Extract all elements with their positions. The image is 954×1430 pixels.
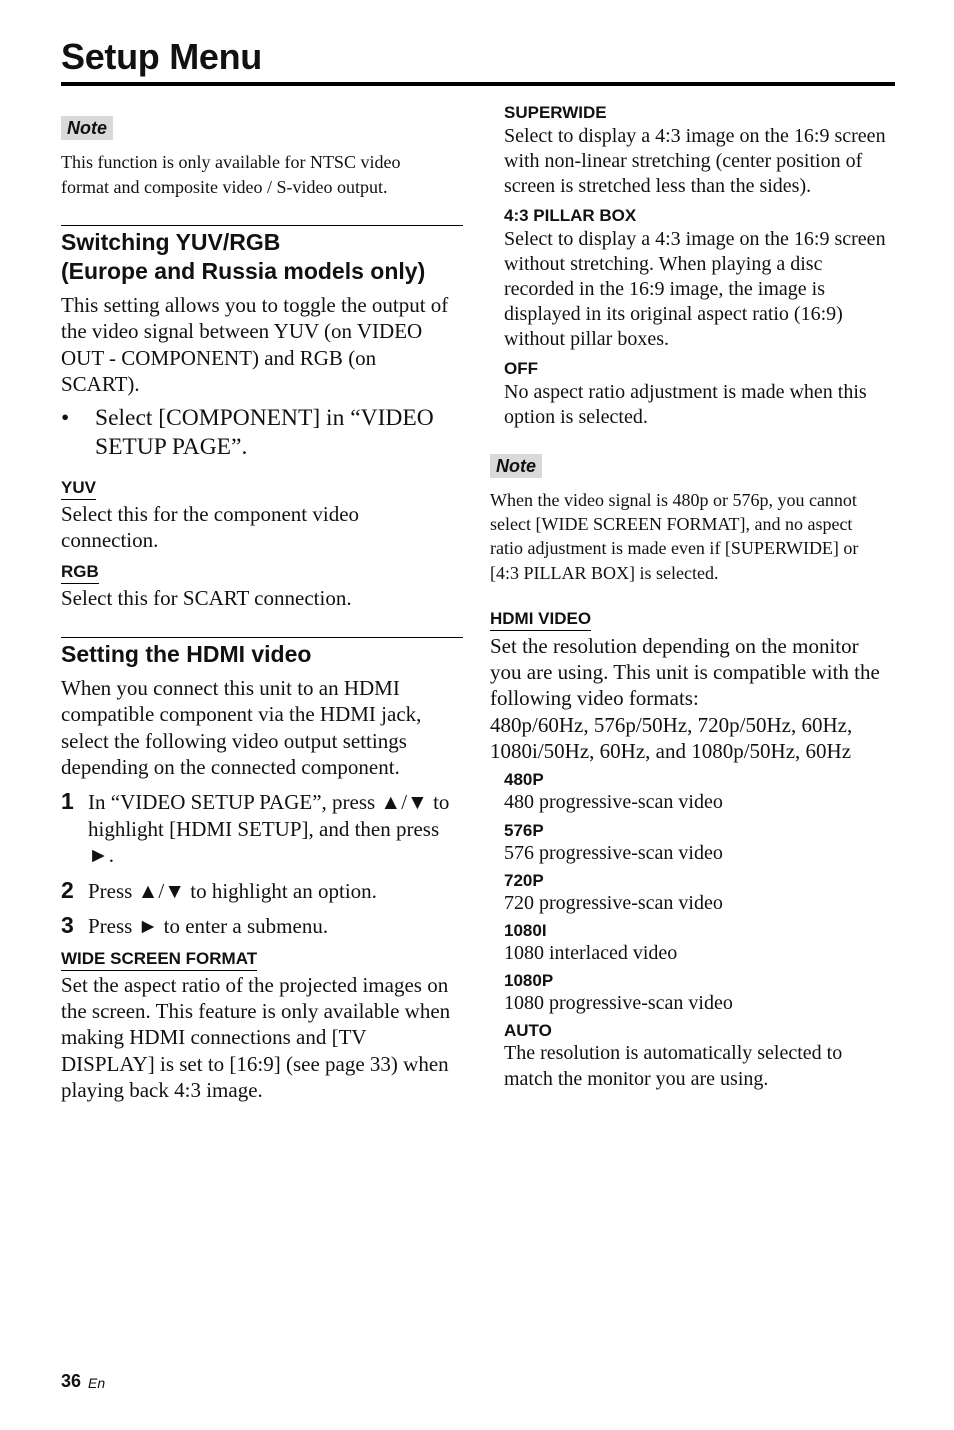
- left-column: [61, 100, 463, 1103]
- option-1080p-label: 1080P: [504, 971, 554, 991]
- step-number: 2: [61, 877, 74, 904]
- section-rule: [61, 637, 463, 638]
- option-576p-label: 576P: [504, 820, 544, 840]
- yuv-rgb-intro: This setting allows you to toggle the output of the video signal between YUV (on VIDEO OUT - COMPONENT) and RGB (on SCART).: [61, 293, 449, 396]
- option-1080i-description: 1080 interlaced video: [504, 941, 678, 964]
- page-language: En: [88, 1375, 106, 1391]
- option-720p-description: 720 progressive-scan video: [504, 891, 723, 914]
- page-title: Setup Menu: [61, 36, 262, 77]
- rgb-label: RGB: [61, 562, 99, 584]
- option-1080i-label: 1080I: [504, 920, 547, 940]
- yuv-label: YUV: [61, 478, 96, 500]
- title-rule: [61, 82, 895, 86]
- step-1: 1 In “VIDEO SETUP PAGE”, press ▲/▼ to highlight [HDMI SETUP], and then press ►.: [61, 788, 450, 867]
- right-column: [490, 100, 895, 1092]
- rgb-description: Select this for SCART connection.: [61, 585, 352, 610]
- yuv-description: Select this for the component video connection.: [61, 502, 360, 553]
- pillar-box-description: Select to display a 4:3 image on the 16:9 screen without stretching. When playing a disc recorded in the 16:9 image, the image is displayed in its original aspect ratio (16:9) without pillar boxes.: [504, 227, 886, 351]
- option-auto-label: AUTO: [504, 1021, 552, 1041]
- pillar-box-label: 4:3 PILLAR BOX: [504, 205, 637, 225]
- hdmi-intro: When you connect this unit to an HDMI compatible component via the HDMI jack, select the following video output settings depending on the connected component.: [61, 676, 422, 779]
- section-rule: [61, 225, 463, 226]
- wide-screen-format-label: WIDE SCREEN FORMAT: [61, 949, 257, 971]
- step-number: 1: [61, 788, 74, 815]
- section-heading-hdmi: Setting the HDMI video: [61, 641, 312, 668]
- option-576p-description: 576 progressive-scan video: [504, 841, 723, 864]
- bullet-item: • Select [COMPONENT] in “VIDEO SETUP PAGE”.: [61, 405, 434, 461]
- superwide-description: Select to display a 4:3 image on the 16:9 screen with non-linear stretching (center position of screen is stretched less than the sides).: [504, 125, 886, 198]
- note-text: This function is only available for NTSC video format and composite video / S-video output.: [61, 152, 401, 197]
- bullet-symbol: •: [61, 405, 70, 432]
- note-badge: Note: [490, 454, 542, 478]
- option-auto-description: The resolution is automatically selected to match the monitor you are using.: [504, 1042, 843, 1090]
- step-2: 2 Press ▲/▼ to highlight an option.: [61, 877, 377, 904]
- wide-screen-format-description: Set the aspect ratio of the projected images on the screen. This feature is only available when making HDMI connections and [TV DISPLAY] is set to [16:9] (see page 33) when playing back 4:3 image.: [61, 972, 451, 1102]
- off-description: No aspect ratio adjustment is made when this option is selected.: [504, 380, 867, 428]
- hdmi-video-label: HDMI VIDEO: [490, 609, 591, 631]
- step-3: 3 Press ► to enter a submenu.: [61, 912, 329, 939]
- section-heading-yuv-rgb: Switching YUV/RGB (Europe and Russia models only): [61, 229, 426, 284]
- option-480p-label: 480P: [504, 770, 544, 790]
- note-badge: Note: [61, 116, 113, 140]
- option-1080p-description: 1080 progressive-scan video: [504, 992, 733, 1015]
- superwide-label: SUPERWIDE: [504, 103, 607, 122]
- option-720p-label: 720P: [504, 870, 544, 890]
- note-text: When the video signal is 480p or 576p, you cannot select [WIDE SCREEN FORMAT], and no aspect ratio adjustment is made even if [SUPERWIDE] or [4:3 PILLAR BOX] is selected.: [490, 490, 859, 583]
- off-label: OFF: [504, 358, 538, 378]
- hdmi-video-description: Set the resolution depending on the monitor you are using. This unit is compatible with the following video formats: 480p/60Hz, 576p/50Hz, 720p/50Hz, 60Hz, 1080i/50Hz, 60Hz, and 1080p/50Hz, 60Hz: [490, 633, 880, 764]
- option-480p-description: 480 progressive-scan video: [504, 791, 723, 814]
- step-number: 3: [61, 912, 74, 939]
- page-number: 36: [61, 1371, 82, 1391]
